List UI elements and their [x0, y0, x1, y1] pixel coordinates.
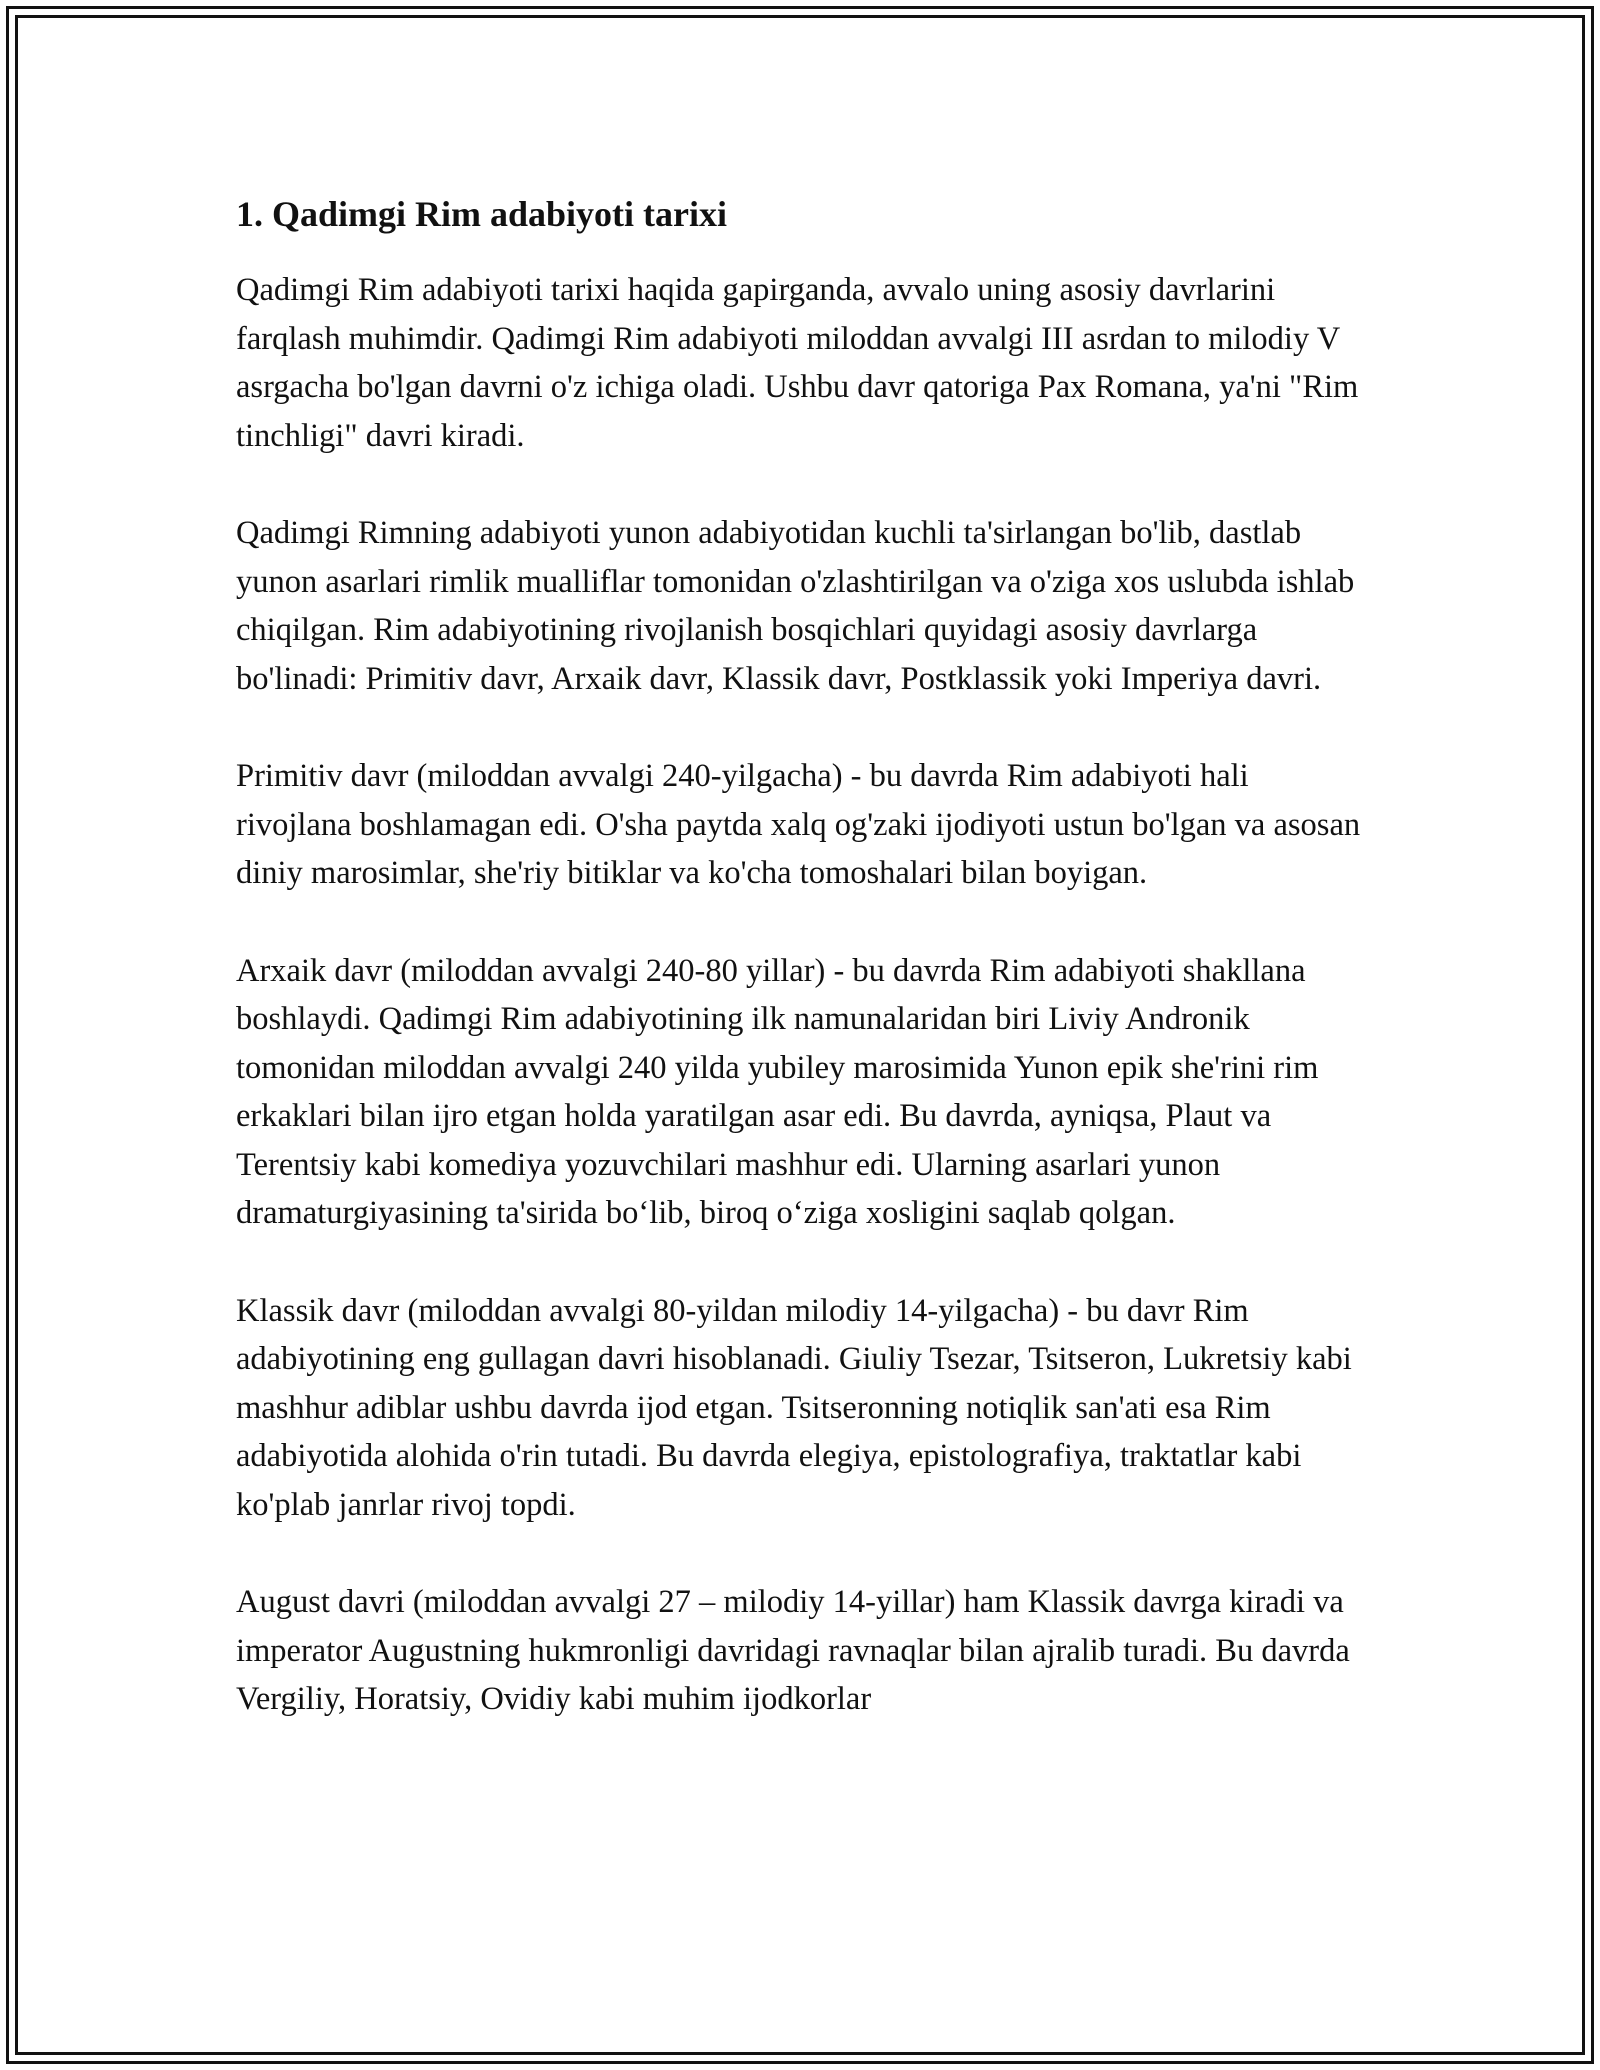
paragraph-archaic-period: Arxaik davr (miloddan avvalgi 240-80 yillar) - bu davrda Rim adabiyoti shakllana boshlaydi. Qadimgi Rim adabiyotining ilk namunalaridan biri Liviy Andronik tomonidan miloddan avvalgi 240 yilda yubiley marosimida Yunon epik she'rini rim erkaklari bilan ijro etgan holda yaratilgan asar edi. Bu davrda, ayniqsa, Plaut va Terentsiy kabi komediya yozuvchilari mashhur edi. Ularning asarlari yunon dramaturgiyasining ta'sirida bo‘lib, biroq o‘ziga xosligini saqlab qolgan.	[236, 952, 1319, 1231]
paragraph-augustan-period: August davri (miloddan avvalgi 27 – milodiy 14-yillar) ham Klassik davrga kiradi va imperator Augustning hukmronligi davridagi ravnaqlar bilan ajralib turadi. Bu davrda Vergiliy, Horatsiy, Ovidiy kabi muhim ijodkorlar	[236, 1584, 1350, 1717]
paragraph-primitive-period: Primitiv davr (miloddan avvalgi 240-yilgacha) - bu davrda Rim adabiyoti hali rivojlana boshlamagan edi. O'sha paytda xalq og'zaki ijodiyoti ustun bo'lgan va asosan diniy marosimlar, she'riy bitiklar va ko'cha tomoshalari bilan boyigan.	[236, 758, 1361, 891]
section-heading: 1. Qadimgi Rim adabiyoti tarixi	[236, 194, 728, 234]
paragraph-intro: Qadimgi Rim adabiyoti tarixi haqida gapirganda, avvalo uning asosiy davrlarini farqlash muhimdir. Qadimgi Rim adabiyoti miloddan avvalgi III asrdan to milodiy V asrgacha bo'lgan davrni o'z ichiga oladi. Ushbu davr qatoriga Pax Romana, ya'ni "Rim tinchligi" davri kiradi.	[236, 272, 1359, 454]
document-body	[236, 190, 1366, 1773]
paragraph-greek-influence: Qadimgi Rimning adabiyoti yunon adabiyotidan kuchli ta'sirlangan bo'lib, dastlab yunon asarlari rimlik mualliflar tomonidan o'zlashtirilgan va o'ziga xos uslubda ishlab chiqilgan. Rim adabiyotining rivojlanish bosqichlari quyidagi asosiy davrlarga bo'linadi: Primitiv davr, Arxaik davr, Klassik davr, Postklassik yoki Imperiya davri.	[236, 515, 1355, 697]
paragraph-classical-period: Klassik davr (miloddan avvalgi 80-yildan milodiy 14-yilgacha) - bu davr Rim adabiyotining eng gullagan davri hisoblanadi. Giuliy Tsezar, Tsitseron, Lukretsiy kabi mashhur adiblar ushbu davrda ijod etgan. Tsitseronning notiqlik san'ati esa Rim adabiyotida alohida o'rin tutadi. Bu davrda elegiya, epistolografiya, traktatlar kabi ko'plab janrlar rivoj topdi.	[236, 1292, 1352, 1523]
